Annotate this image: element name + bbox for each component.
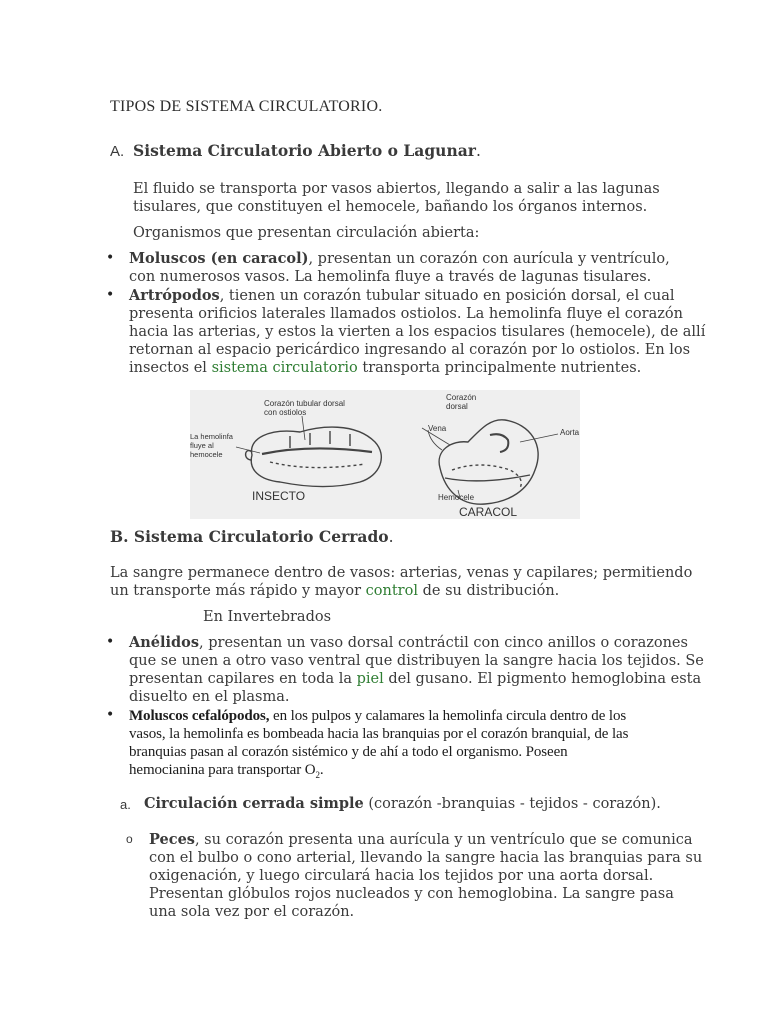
page-title: TIPOS DE SISTEMA CIRCULATORIO. [110,98,383,115]
insect-flow-label-3: hemocele [190,450,223,459]
anelidos-line-4: disuelto en el plasma. [129,689,290,705]
moluscos-line-1-rest: , presentan un corazón con aurícula y ventrículo, [308,251,670,267]
cefalopodos-bold: Moluscos cefalópodos, [129,708,270,724]
peces-line-2: con el bulbo o cono arterial, llevando la sangre hacia las branquias para su [149,850,703,866]
cefalopodos-line-1 [129,707,626,726]
section-b-intro-line-2-post: de su distribución. [417,583,560,599]
artropodos-line-1-rest: , tienen un corazón tubular situado en posición dorsal, el cual [219,288,675,304]
section-b-intro-line-2-pre: un transporte más rápido y mayor [110,583,366,599]
section-b-heading-end: . [388,528,394,546]
section-a-intro-line-1: El fluido se transporta por vasos abiertos, llegando a salir a las lagunas [133,181,660,197]
section-a-heading-text: Sistema Circulatorio Abierto o Lagunar [133,141,476,160]
peces-bold: Peces [149,831,195,848]
artropodos-line-5 [129,359,641,377]
simple-heading [144,795,661,813]
bullet-anelidos: • [106,634,115,650]
organisms-intro: Organismos que presentan circulación abierta: [133,225,480,241]
anelidos-bold: Anélidos [129,634,200,651]
cefalopodos-line-1-rest: en los pulpos y calamares la hemolinfa circula dentro de los [269,708,627,724]
moluscos-line-1 [129,250,670,268]
snail-heart-label-1: Corazón [446,393,477,402]
anelidos-line-3-pre: presentan capilares en toda la [129,671,357,687]
section-b-intro-line-1: La sangre permanece dentro de vasos: arterias, venas y capilares; permitiendo [110,565,693,581]
section-b-heading [110,528,394,546]
peces-line-5: una sola vez por el corazón. [149,904,355,920]
peces-line-4: Presentan glóbulos rojos nucleados y con hemoglobina. La sangre pasa [149,886,674,902]
insect-heart-label-1: Corazón tubular dorsal [264,399,345,408]
simple-letter: a. [120,797,131,812]
anelidos-line-2: que se unen a otro vaso ventral que distribuyen la sangre hacia los tejidos. Se [129,653,704,669]
snail-heart-label-2: dorsal [446,402,468,411]
bullet-moluscos: • [106,250,115,266]
cefalopodos-line-4-post: . [319,762,324,778]
bullet-peces: o [126,832,133,846]
artropodos-line-3: hacia las arterias, y estos la vierten a los espacios tisulares (hemocele), de allí [129,324,706,340]
artropodos-line-1 [129,287,674,305]
section-a-heading-end: . [475,142,481,160]
artropodos-bold: Artrópodos [129,287,220,304]
peces-line-1-rest: , su corazón presenta una aurícula y un ventrículo que se comunica [194,832,693,848]
simple-rest: (corazón -branquias - tejidos - corazón). [363,796,661,812]
bullet-artropodos: • [106,287,115,303]
figure-drawing [190,390,580,519]
insect-flow-label-1: La hemolinfa [190,432,233,441]
snail-caption: CARACOL [459,505,518,519]
snail-vein-label: Vena [428,424,447,433]
snail-hemocele-label: Hemocele [438,493,475,502]
o2-subscript: 2 [315,770,320,780]
cefalopodos-line-3: branquias pasan al corazón sistémico y de ahí a todo el organismo. Poseen [129,744,568,760]
piel-link[interactable]: piel [356,671,384,687]
cefalopodos-line-2: vasos, la hemolinfa es bombeada hacia las branquias por el corazón branquial, de las [129,726,629,742]
insect-caption: INSECTO [252,489,306,503]
artropodos-line-4: retornan al espacio pericárdico ingresando al corazón por lo ostiolos. En los [129,342,691,358]
moluscos-line-2: con numerosos vasos. La hemolinfa fluye a través de lagunas tisulares. [129,269,652,285]
circulation-figure [190,390,580,519]
section-b-heading-text: B. Sistema Circulatorio Cerrado [110,527,389,546]
section-a-heading [133,142,481,160]
artropodos-line-2: presenta orificios laterales llamados ostiolos. La hemolinfa fluye el corazón [129,306,683,322]
insect-flow-label-2: fluye al [190,441,214,450]
control-link[interactable]: control [365,583,418,599]
simple-bold: Circulación cerrada simple [144,795,364,812]
insect-drawing [236,416,381,487]
section-a-letter: A. [110,143,125,160]
cefalopodos-line-4-pre: hemocianina para transportar O [129,762,316,778]
section-a-intro-line-2: tisulares, que constituyen el hemocele, bañando los órganos internos. [133,199,648,215]
invertebrados-subheading: En Invertebrados [203,609,332,625]
artropodos-line-5-pre: insectos el [129,360,212,376]
artropodos-line-5-post: transporta principalmente nutrientes. [357,360,642,376]
insect-heart-label-2: con ostiolos [264,408,307,417]
moluscos-bold: Moluscos (en caracol) [129,250,309,267]
anelidos-line-3 [129,670,701,688]
anelidos-line-3-post: del gusano. El pigmento hemoglobina esta [383,671,702,687]
anelidos-line-1 [129,634,688,652]
anelidos-line-1-rest: , presentan un vaso dorsal contráctil con cinco anillos o corazones [199,635,688,651]
bullet-cefalopodos: • [106,707,115,723]
peces-line-3: oxigenación, y luego circulará hacia los tejidos por una aorta dorsal. [149,868,654,884]
peces-line-1 [149,831,693,849]
section-b-intro-line-2 [110,582,559,600]
cefalopodos-line-4 [129,761,324,785]
sistema-circulatorio-link[interactable]: sistema circulatorio [211,360,358,376]
snail-aorta-label: Aorta [560,428,580,437]
